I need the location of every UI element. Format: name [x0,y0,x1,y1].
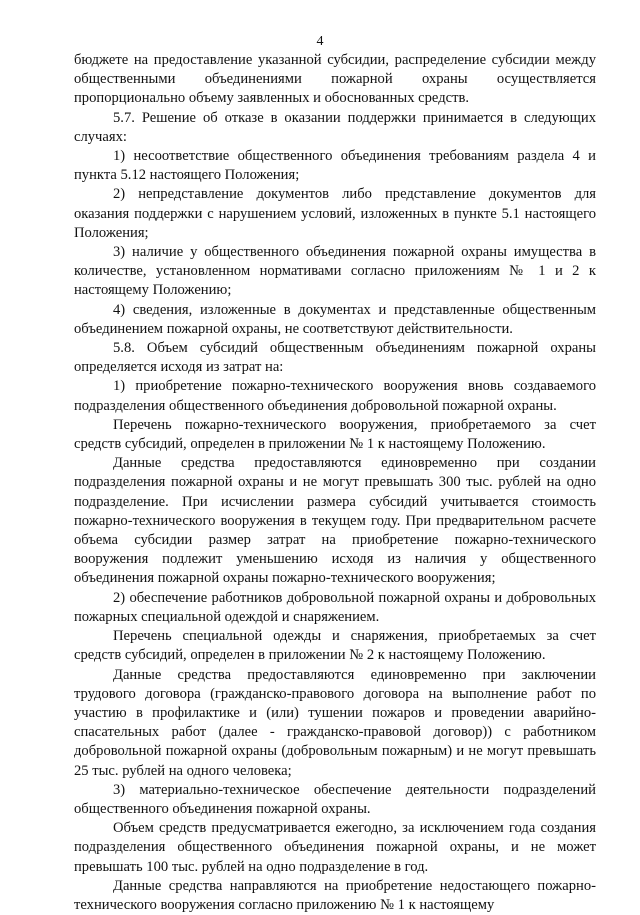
paragraph: 1) приобретение пожарно-технического вооружения вновь создаваемого подразделения общественного объединения добровольной пожарной охраны. [74,378,596,414]
paragraph: Объем средств предусматривается ежегодно, за исключением года создания подразделения общественного объединения пожарной охраны, и не может превышать 100 тыс. рублей на одно подразделение в год. [74,820,596,875]
paragraph: бюджете на предоставление указанной субсидии, распределение субсидии между общественными объединениями пожарной охраны осуществляется пропорционально объему заявленных и обоснованных средств. [74,52,596,107]
paragraph: Перечень специальной одежды и снаряжения, приобретаемых за счет средств субсидий, определен в приложении № 2 к настоящему Положению. [74,628,596,664]
paragraph: Перечень пожарно-технического вооружения, приобретаемого за счет средств субсидий, определен в приложении № 1 к настоящему Положению. [74,416,596,453]
paragraph: 4) сведения, изложенные в документах и представленные общественным объединением пожарной охраны, не соответствуют действительности. [74,301,596,337]
paragraph: Данные средства предоставляются единовременно при создании подразделения пожарной охраны и не могут превышать 300 тыс. рублей на одно подразделение. При исчислении размера субсидий учитывается стоимость пожарно-технического вооружения в текущем году. При предварительном расчете объема субсидии размер затрат на приобретение пожарно-технического вооружения подлежит уменьшению исходя из наличия у общественного объединения пожарной охраны пожарно-технического вооружения; [74,455,596,587]
paragraph: 1) несоответствие общественного объединения требованиям раздела 4 и пункта 5.12 настоящего Положения; [74,148,596,184]
paragraph: 5.7. Решение об отказе в оказании поддержки принимается в следующих случаях: [74,109,596,145]
paragraph: Данные средства направляются на приобретение недостающего пожарно-технического вооружения согласно приложению № 1 к настоящему [74,877,596,913]
paragraph: 2) непредставление документов либо представление документов для оказания поддержки с нарушением условий, изложенных в пункте 5.1 настоящего Положения; [74,186,596,241]
paragraph: 2) обеспечение работников добровольной пожарной охраны и добровольных пожарных специальной одеждой и снаряжением. [74,589,596,625]
paragraph: 3) наличие у общественного объединения пожарной охраны имущества в количестве, установленном нормативами согласно приложениям № 1 и 2 к настоящему Положению; [74,244,596,299]
paragraph: 3) материально-техническое обеспечение деятельности подразделений общественного объединения пожарной охраны. [74,781,596,817]
page-number: 4 [316,34,324,49]
paragraph: 5.8. Объем субсидий общественным объединениям пожарной охраны определяется исходя из затрат на: [74,340,596,376]
document-body [74,51,596,915]
paragraph: Данные средства предоставляются единовременно при заключении трудового договора (гражданско-правового договора на выполнение работ по участию в профилактике и (или) тушении пожаров и проведении аварийно-спасательных работ (далее - гражданско-правовой договор)) с работником добровольной пожарной охраны (добровольным пожарным) и не могут превышать 25 тыс. рублей на одного человека; [74,666,596,779]
